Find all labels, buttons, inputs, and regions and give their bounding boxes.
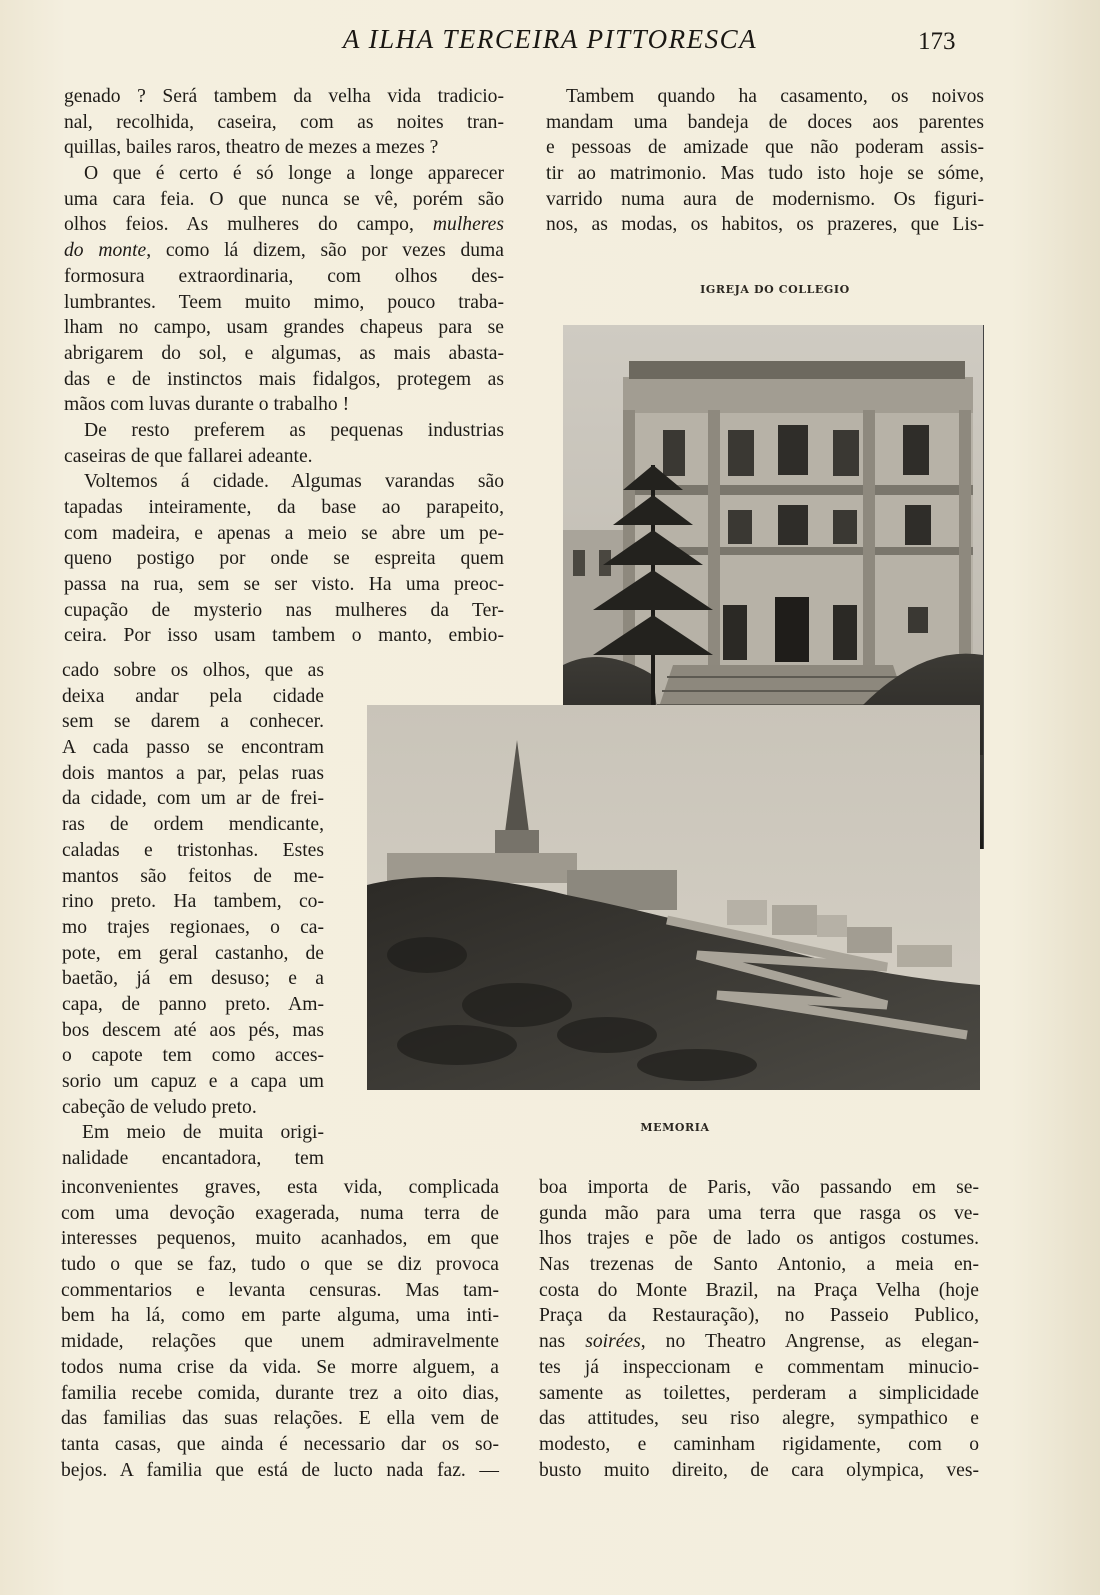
- text-line: Nas trezenas de Santo Antonio, a meia en-: [539, 1254, 979, 1276]
- text-line: tudo o que se faz, tudo o que se diz provoca: [61, 1254, 499, 1276]
- text-line: mãos com luvas durante o trabalho !: [64, 394, 350, 416]
- text-line: nos, as modas, os habitos, os prazeres, que Lis-: [546, 214, 984, 236]
- text-line: Voltemos á cidade. Algumas varandas são: [84, 471, 504, 493]
- memoria-photo: [367, 705, 980, 1090]
- text-line: lham no campo, usam grandes chapeus para se: [64, 317, 504, 339]
- text-line: passa na rua, sem se ser visto. Ha uma preoc-: [64, 574, 504, 596]
- text-line: gunda mão para uma terra que rasga os ve-: [539, 1202, 979, 1224]
- text-line: das familias das suas relações. E ella vem de: [61, 1408, 499, 1430]
- right-column-bottom: [539, 1175, 979, 1483]
- text-line: bem ha lá, como em parte alguma, uma inti-: [61, 1305, 499, 1327]
- text-line: genado ? Será tambem da velha vida tradicio-: [64, 86, 504, 107]
- text-line: das e de instinctos mais fidalgos, protegem as: [64, 368, 504, 390]
- text-line: cado sobre os olhos, que as: [62, 660, 324, 681]
- text-line: midade, relações que unem admiravelmente: [61, 1331, 499, 1353]
- text-line: mandam uma bandeja de doces aos parentes: [546, 111, 984, 133]
- text-line: bos descem até aos pés, mas: [62, 1019, 324, 1041]
- text-line: caseiras de que fallarei adeante.: [64, 445, 313, 467]
- text-line: sorio um capuz e a capa um: [62, 1071, 324, 1092]
- text-line: samente as toilettes, perderam a simplicidade: [539, 1382, 979, 1404]
- text-line: Tambem quando ha casamento, os noivos: [566, 86, 984, 107]
- text-line: ceira. Por isso usam tambem o manto, embio-: [64, 625, 504, 647]
- text-line: tanta casas, que ainda é necessario dar os so-: [61, 1433, 499, 1455]
- text-line: olhos feios. As mulheres do campo, mulheres: [64, 214, 504, 236]
- text-line: bejos. A familia que está de lucto nada faz. —: [61, 1459, 499, 1481]
- text-line: Em meio de muita origi-: [82, 1122, 324, 1144]
- text-line: capa, de panno preto. Am-: [62, 993, 324, 1015]
- text-line: familia recebe comida, durante trez a oito dias,: [61, 1382, 499, 1404]
- left-column-bottom: [61, 1175, 499, 1483]
- text-line: modesto, e caminham rigidamente, com o: [539, 1433, 979, 1455]
- text-line: com madeira, e apenas a meio se abre um pe-: [64, 522, 504, 544]
- text-line: e pessoas de amizade que não poderam assis-: [546, 137, 984, 159]
- text-line: A cada passo se encontram: [62, 737, 324, 759]
- text-line: baetão, já em desuso; e a: [62, 968, 324, 990]
- text-line: pote, em geral castanho, de: [62, 942, 324, 964]
- text-line: lumbrantes. Teem muito mimo, pouco traba-: [64, 291, 504, 313]
- text-line: ras de ordem mendicante,: [62, 814, 324, 836]
- text-line: sem se darem a conhecer.: [62, 711, 324, 733]
- figure-caption-igreja: IGREJA DO COLLEGIO: [700, 283, 850, 296]
- text-line: busto muito direito, de cara olympica, ves-: [539, 1459, 979, 1481]
- text-line: Praça da Restauração), no Passeio Publico,: [539, 1305, 979, 1327]
- text-line: com uma devoção exagerada, numa terra de: [61, 1202, 499, 1224]
- figure-caption-memoria: MEMORIA: [640, 1121, 710, 1134]
- text-line: queno postigo por onde se espreita quem: [64, 548, 504, 570]
- text-line: O que é certo é só longe a longe apparecer: [84, 163, 504, 185]
- text-line: formosura extraordinaria, com olhos des-: [64, 265, 504, 287]
- text-line: dois mantos a par, pelas ruas: [62, 762, 324, 784]
- text-line: boa importa de Paris, vão passando em se-: [539, 1177, 979, 1198]
- text-line: tapadas inteiramente, da base ao parapeito,: [64, 497, 504, 518]
- text-line: mo trajes regionaes, o ca-: [62, 916, 324, 938]
- text-line: cabeção de veludo preto.: [62, 1096, 257, 1118]
- text-line: quillas, bailes raros, theatro de mezes a mezes ?: [64, 137, 439, 159]
- right-column-top: [546, 84, 984, 238]
- text-line: lhos trajes e põe de lado os antigos costumes.: [539, 1228, 979, 1250]
- running-title: A ILHA TERCEIRA PITTORESCA: [342, 24, 758, 54]
- text-line: commentarios e levanta censuras. Mas tam-: [61, 1279, 499, 1301]
- text-line: varrido numa aura de modernismo. Os figuri-: [546, 188, 984, 210]
- memoria-illustration: [367, 705, 980, 1090]
- text-line: De resto preferem as pequenas industrias: [84, 419, 504, 441]
- left-column-narrow: [62, 658, 324, 1172]
- text-line: da cidade, com um ar de frei-: [62, 788, 324, 810]
- text-line: tes já inspeccionam e commentam minucio-: [539, 1356, 979, 1378]
- text-line: uma cara feia. O que nunca se vê, porém são: [64, 188, 504, 210]
- text-line: todos numa crise da vida. Se morre alguem, a: [61, 1356, 499, 1378]
- left-column-top: [64, 84, 504, 649]
- text-line: costa do Monte Brazil, na Praça Velha (hoje: [539, 1279, 979, 1301]
- text-line: deixa andar pela cidade: [62, 685, 324, 707]
- text-line: abrigarem do sol, e algumas, as mais abasta-: [64, 342, 504, 364]
- text-line: mantos são feitos de me-: [62, 865, 324, 887]
- text-line: tir ao matrimonio. Mas tudo isto hoje se sóme,: [546, 163, 984, 185]
- text-line: interesses pequenos, muito acanhados, em que: [61, 1228, 499, 1250]
- text-line: nalidade encantadora, tem: [62, 1148, 324, 1170]
- text-line: nal, recolhida, caseira, com as noites tran-: [64, 111, 504, 133]
- text-line: das attitudes, seu riso alegre, sympathico e: [539, 1408, 979, 1430]
- text-line: cupação de mysterio nas mulheres da Ter-: [64, 599, 504, 621]
- text-line: do monte, como lá dizem, são por vezes duma: [64, 240, 504, 262]
- page-number: 173: [918, 28, 956, 55]
- text-line: nas soirées, no Theatro Angrense, as elegan-: [539, 1331, 979, 1353]
- text-line: o capote tem como acces-: [62, 1045, 324, 1067]
- text-line: rino preto. Ha tambem, co-: [62, 891, 324, 913]
- text-line: inconvenientes graves, esta vida, complicada: [61, 1177, 499, 1198]
- text-line: caladas e tristonhas. Estes: [62, 839, 324, 861]
